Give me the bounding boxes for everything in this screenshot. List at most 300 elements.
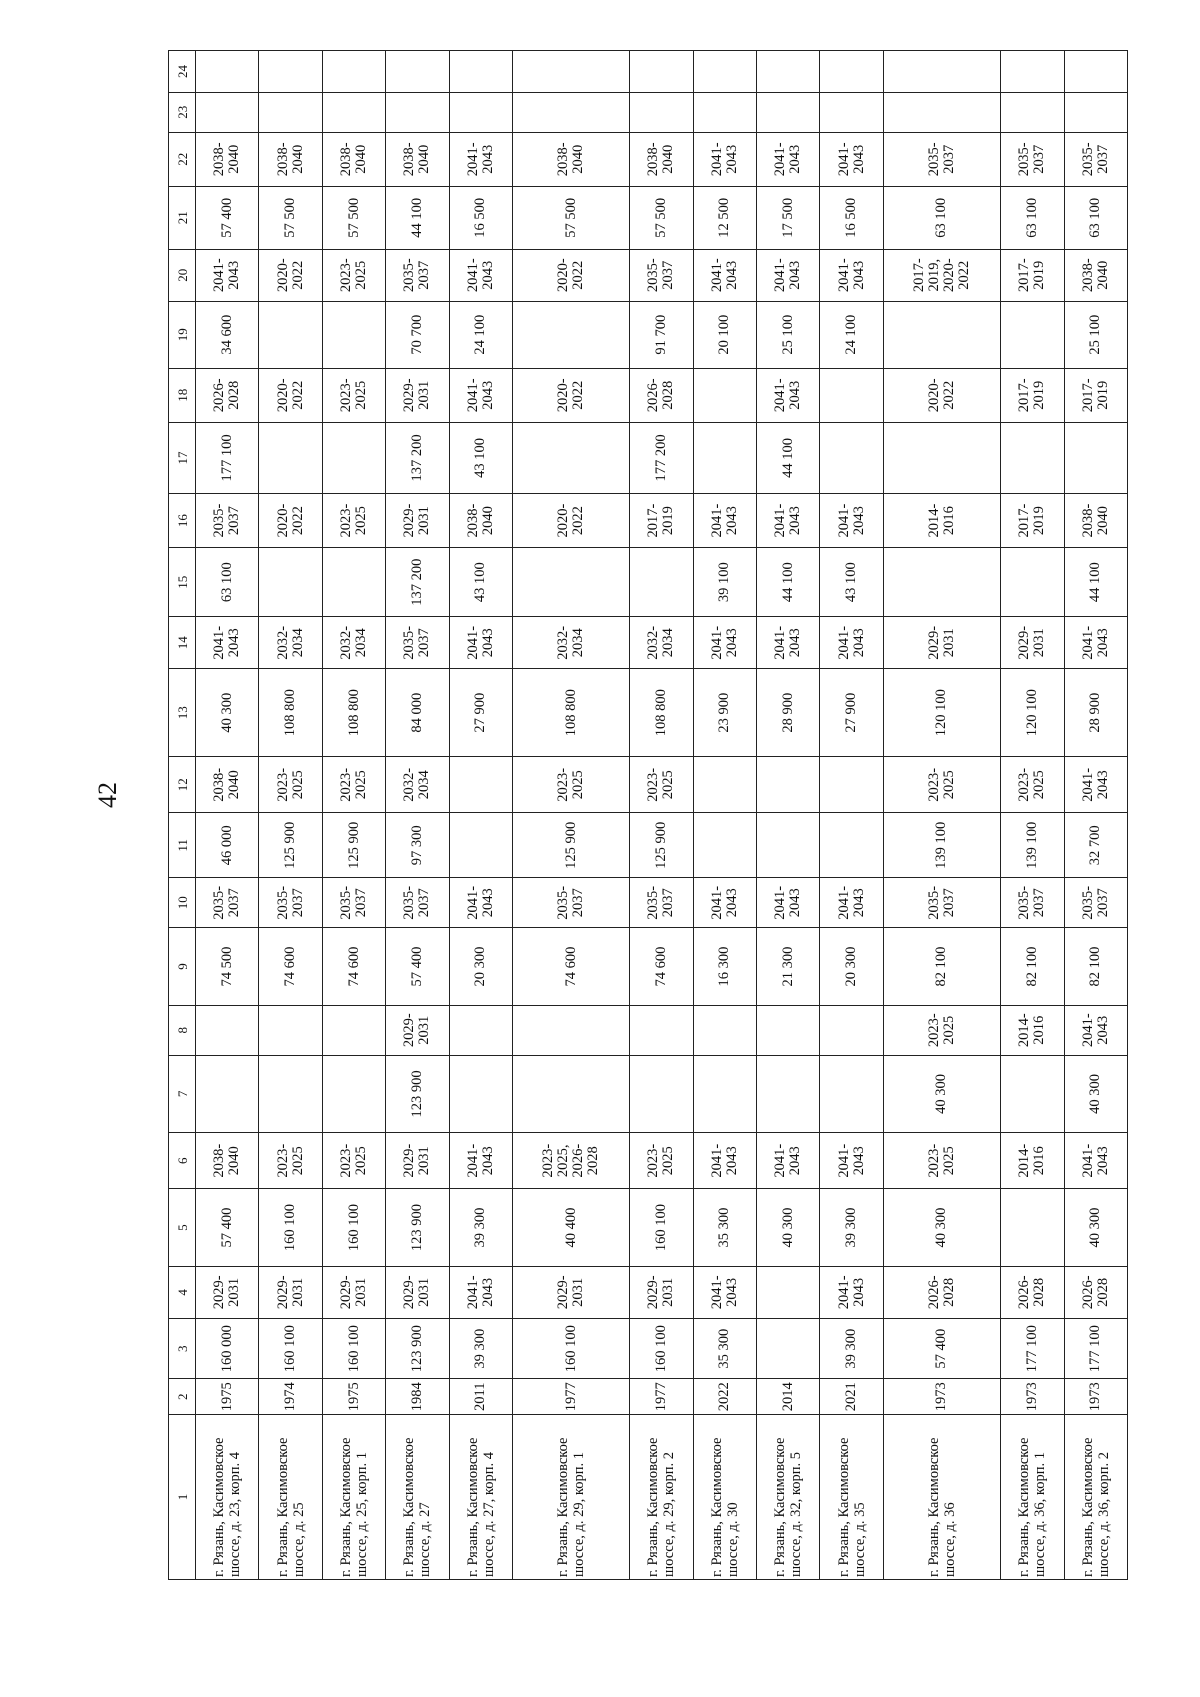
table-cell: 2035-2037: [883, 878, 1000, 928]
table-cell: [386, 92, 449, 132]
table-cell: 2026-2028: [196, 368, 259, 422]
table-cell: 2026-2028: [883, 1266, 1000, 1318]
table-cell: 2023-2025: [630, 757, 693, 813]
table-cell: 2026-2028: [1001, 1266, 1064, 1318]
table-cell: 2041-2043: [820, 132, 883, 186]
table-cell: [820, 813, 883, 878]
table-cell: [1001, 1055, 1064, 1132]
table-cell: [1001, 51, 1064, 93]
table-cell: 2020-2022: [259, 493, 322, 547]
table-cell: 2021: [820, 1379, 883, 1415]
table-cell: [693, 422, 756, 493]
table-cell: 97 300: [386, 813, 449, 878]
table-cell: 20 300: [449, 928, 512, 1005]
table-cell: 2029-2031: [259, 1266, 322, 1318]
column-number-8: 8: [169, 1005, 196, 1055]
column-number-5: 5: [169, 1189, 196, 1266]
table-cell: 2029-2031: [196, 1266, 259, 1318]
table-cell: 2032-2034: [386, 757, 449, 813]
table-cell: 2023-2025: [322, 368, 385, 422]
table-cell: 125 900: [259, 813, 322, 878]
column-number-10: 10: [169, 878, 196, 928]
address-cell: г. Рязань, Касимовское шоссе, д. 25: [259, 1415, 322, 1580]
table-cell: 2038-2040: [630, 132, 693, 186]
column-number-row: [169, 51, 196, 1580]
table-cell: 2041-2043: [757, 617, 820, 669]
table-cell: 57 400: [386, 928, 449, 1005]
table-cell: 2020-2022: [513, 368, 630, 422]
table-cell: 2029-2031: [630, 1266, 693, 1318]
address-cell: г. Рязань, Касимовское шоссе, д. 36, корп. 2: [1064, 1415, 1128, 1580]
table-cell: [196, 51, 259, 93]
table-cell: 57 500: [513, 186, 630, 249]
table-cell: 120 100: [883, 669, 1000, 757]
table-cell: [513, 1005, 630, 1055]
table-cell: 2029-2031: [386, 1005, 449, 1055]
table-cell: 40 300: [883, 1055, 1000, 1132]
table-cell: 2035-2037: [386, 249, 449, 301]
table-cell: 2020-2022: [513, 493, 630, 547]
table-row: [1064, 51, 1128, 1580]
table-cell: 27 900: [820, 669, 883, 757]
table-row: [196, 51, 259, 1580]
column-number-21: 21: [169, 186, 196, 249]
table-cell: [693, 92, 756, 132]
table-cell: 2017-2019: [1001, 249, 1064, 301]
table-cell: [196, 1055, 259, 1132]
table-cell: 74 600: [630, 928, 693, 1005]
table-cell: 1975: [322, 1379, 385, 1415]
table-cell: 177 100: [1064, 1318, 1128, 1379]
table-cell: 2023-2025: [883, 1005, 1000, 1055]
table-row: [820, 51, 883, 1580]
table-cell: 91 700: [630, 301, 693, 368]
table-cell: [693, 368, 756, 422]
table-cell: [883, 422, 1000, 493]
table-cell: 2020-2022: [259, 368, 322, 422]
table-cell: 160 100: [259, 1318, 322, 1379]
table-cell: 137 200: [386, 422, 449, 493]
table-cell: 2020-2022: [259, 249, 322, 301]
table-cell: 2035-2037: [322, 878, 385, 928]
table-cell: 2041-2043: [757, 493, 820, 547]
table-cell: 16 500: [449, 186, 512, 249]
table-cell: [259, 92, 322, 132]
table-row: [693, 51, 756, 1580]
table-cell: 2020-2022: [513, 249, 630, 301]
table-cell: 2035-2037: [630, 878, 693, 928]
column-number-4: 4: [169, 1266, 196, 1318]
table-cell: 2038-2040: [449, 493, 512, 547]
table-cell: 82 100: [1001, 928, 1064, 1005]
table-cell: 2011: [449, 1379, 512, 1415]
table-cell: 2035-2037: [196, 878, 259, 928]
table-cell: 44 100: [757, 422, 820, 493]
table-cell: [1001, 548, 1064, 617]
table-cell: 139 100: [883, 813, 1000, 878]
table-cell: 39 300: [449, 1189, 512, 1266]
table-cell: [449, 1055, 512, 1132]
table-cell: [322, 51, 385, 93]
table-cell: 70 700: [386, 301, 449, 368]
table-row: [513, 51, 630, 1580]
address-cell: г. Рязань, Касимовское шоссе, д. 23, корп. 4: [196, 1415, 259, 1580]
table-cell: 25 100: [757, 301, 820, 368]
table-cell: 23 900: [693, 669, 756, 757]
page-number: 42: [93, 782, 122, 808]
table-cell: 2023-2025: [259, 1133, 322, 1189]
table-cell: 2041-2043: [1064, 1005, 1128, 1055]
table-cell: [820, 368, 883, 422]
table-cell: 2041-2043: [757, 878, 820, 928]
column-number-18: 18: [169, 368, 196, 422]
table-cell: 57 500: [322, 186, 385, 249]
table-cell: 43 100: [449, 548, 512, 617]
table-cell: 2023-2025: [322, 1133, 385, 1189]
table-cell: [820, 422, 883, 493]
table-cell: 16 500: [820, 186, 883, 249]
table-cell: 39 300: [449, 1318, 512, 1379]
table-cell: 24 100: [449, 301, 512, 368]
column-number-1: 1: [169, 1415, 196, 1580]
table-cell: 35 300: [693, 1189, 756, 1266]
table-cell: [820, 51, 883, 93]
column-number-6: 6: [169, 1133, 196, 1189]
data-table: [168, 50, 1128, 1580]
table-cell: 20 100: [693, 301, 756, 368]
table-cell: 20 300: [820, 928, 883, 1005]
table-cell: 2041-2043: [196, 249, 259, 301]
table-cell: [513, 92, 630, 132]
column-number-13: 13: [169, 669, 196, 757]
table-cell: [693, 757, 756, 813]
table-cell: 125 900: [322, 813, 385, 878]
table-cell: 63 100: [196, 548, 259, 617]
table-cell: 2041-2043: [449, 249, 512, 301]
table-cell: [1064, 422, 1128, 493]
table-cell: 63 100: [883, 186, 1000, 249]
table-cell: [883, 51, 1000, 93]
table-cell: [630, 92, 693, 132]
table-cell: 2041-2043: [1064, 1133, 1128, 1189]
table-cell: 16 300: [693, 928, 756, 1005]
column-number-22: 22: [169, 132, 196, 186]
column-number-23: 23: [169, 92, 196, 132]
table-cell: 40 300: [883, 1189, 1000, 1266]
rotated-table-container: [168, 50, 1128, 1580]
table-cell: 2041-2043: [693, 132, 756, 186]
table-cell: 2041-2043: [693, 1266, 756, 1318]
table-cell: [386, 51, 449, 93]
column-number-2: 2: [169, 1379, 196, 1415]
table-cell: [322, 92, 385, 132]
table-cell: 108 800: [513, 669, 630, 757]
address-cell: г. Рязань, Касимовское шоссе, д. 27, корп. 4: [449, 1415, 512, 1580]
table-cell: [1064, 51, 1128, 93]
address-cell: г. Рязань, Касимовское шоссе, д. 35: [820, 1415, 883, 1580]
column-number-9: 9: [169, 928, 196, 1005]
table-cell: 2041-2043: [820, 878, 883, 928]
column-number-14: 14: [169, 617, 196, 669]
table-cell: 2035-2037: [259, 878, 322, 928]
column-number-20: 20: [169, 249, 196, 301]
table-cell: 2014-2016: [1001, 1133, 1064, 1189]
table-cell: 160 100: [630, 1318, 693, 1379]
table-cell: 2041-2043: [820, 1266, 883, 1318]
table-cell: [513, 1055, 630, 1132]
table-cell: 2023-2025: [883, 1133, 1000, 1189]
table-cell: 1975: [196, 1379, 259, 1415]
table-cell: 1977: [513, 1379, 630, 1415]
table-cell: [630, 548, 693, 617]
table-cell: 46 000: [196, 813, 259, 878]
table-cell: [259, 301, 322, 368]
table-cell: 2035-2037: [630, 249, 693, 301]
table-cell: [883, 301, 1000, 368]
table-cell: 123 900: [386, 1318, 449, 1379]
table-cell: [322, 1005, 385, 1055]
table-row: [1001, 51, 1064, 1580]
address-cell: г. Рязань, Касимовское шоссе, д. 27: [386, 1415, 449, 1580]
table-cell: [757, 92, 820, 132]
table-cell: 28 900: [757, 669, 820, 757]
address-cell: г. Рязань, Касимовское шоссе, д. 29, корп. 2: [630, 1415, 693, 1580]
table-cell: 74 500: [196, 928, 259, 1005]
table-cell: [513, 422, 630, 493]
table-cell: [1001, 92, 1064, 132]
table-cell: [883, 92, 1000, 132]
table-cell: 17 500: [757, 186, 820, 249]
table-cell: 2041-2043: [693, 493, 756, 547]
table-cell: 2026-2028: [630, 368, 693, 422]
table-cell: 2023-2025: [513, 757, 630, 813]
table-cell: 2041-2043: [1064, 757, 1128, 813]
table-cell: 57 500: [259, 186, 322, 249]
table-cell: 2041-2043: [693, 878, 756, 928]
table-cell: 2041-2043: [449, 132, 512, 186]
table-cell: 12 500: [693, 186, 756, 249]
table-cell: [630, 1005, 693, 1055]
address-cell: г. Рязань, Касимовское шоссе, д. 36, корп. 1: [1001, 1415, 1064, 1580]
table-cell: [196, 1005, 259, 1055]
table-cell: 2032-2034: [513, 617, 630, 669]
table-cell: 57 400: [196, 1189, 259, 1266]
table-cell: 82 100: [883, 928, 1000, 1005]
table-cell: 2038-2040: [1064, 249, 1128, 301]
table-cell: 123 900: [386, 1189, 449, 1266]
table-cell: 2041-2043: [757, 1133, 820, 1189]
table-cell: 2035-2037: [1064, 132, 1128, 186]
table-cell: [883, 548, 1000, 617]
table-cell: 2023-2025: [322, 493, 385, 547]
table-cell: 2041-2043: [820, 617, 883, 669]
table-cell: 2023-2025: [630, 1133, 693, 1189]
table-cell: 63 100: [1001, 186, 1064, 249]
table-cell: [1001, 1189, 1064, 1266]
table-cell: 2038-2040: [386, 132, 449, 186]
column-number-15: 15: [169, 548, 196, 617]
table-cell: [513, 51, 630, 93]
table-cell: 74 600: [259, 928, 322, 1005]
table-cell: [196, 92, 259, 132]
table-cell: [322, 548, 385, 617]
table-cell: 27 900: [449, 669, 512, 757]
table-cell: [820, 1005, 883, 1055]
table-cell: 2035-2037: [513, 878, 630, 928]
table-cell: [449, 813, 512, 878]
table-cell: 2029-2031: [1001, 617, 1064, 669]
table-cell: 160 000: [196, 1318, 259, 1379]
table-cell: 25 100: [1064, 301, 1128, 368]
table-cell: [513, 548, 630, 617]
table-cell: 1977: [630, 1379, 693, 1415]
table-cell: [630, 51, 693, 93]
table-cell: 2029-2031: [386, 368, 449, 422]
table-cell: 24 100: [820, 301, 883, 368]
table-cell: 2017-2019: [1001, 493, 1064, 547]
table-cell: [820, 1055, 883, 1132]
table-cell: 2029-2031: [386, 1133, 449, 1189]
table-cell: 34 600: [196, 301, 259, 368]
table-cell: 82 100: [1064, 928, 1128, 1005]
table-cell: 44 100: [386, 186, 449, 249]
table-cell: 2023-2025: [322, 249, 385, 301]
table-cell: 2017-2019, 2020-2022: [883, 249, 1000, 301]
table-cell: 123 900: [386, 1055, 449, 1132]
table-cell: 2041-2043: [449, 878, 512, 928]
table-cell: 108 800: [322, 669, 385, 757]
table-cell: 2041-2043: [693, 1133, 756, 1189]
table-cell: [259, 422, 322, 493]
table-cell: 137 200: [386, 548, 449, 617]
table-cell: [757, 813, 820, 878]
table-cell: 177 200: [630, 422, 693, 493]
table-cell: [1001, 422, 1064, 493]
table-cell: 2029-2031: [386, 1266, 449, 1318]
address-cell: г. Рязань, Касимовское шоссе, д. 36: [883, 1415, 1000, 1580]
table-cell: 2041-2043: [693, 249, 756, 301]
table-cell: 1974: [259, 1379, 322, 1415]
table-cell: 177 100: [196, 422, 259, 493]
column-number-11: 11: [169, 813, 196, 878]
table-cell: [449, 51, 512, 93]
table-cell: 2041-2043: [693, 617, 756, 669]
table-cell: 74 600: [513, 928, 630, 1005]
table-cell: 35 300: [693, 1318, 756, 1379]
table-cell: 2038-2040: [196, 1133, 259, 1189]
table-row: [630, 51, 693, 1580]
table-cell: 2035-2037: [1001, 878, 1064, 928]
table-cell: [322, 1055, 385, 1132]
table-cell: 32 700: [1064, 813, 1128, 878]
table-cell: 2023-2025: [259, 757, 322, 813]
table-cell: 108 800: [630, 669, 693, 757]
table-cell: 43 100: [820, 548, 883, 617]
table-cell: 84 000: [386, 669, 449, 757]
table-cell: 108 800: [259, 669, 322, 757]
column-number-24: 24: [169, 51, 196, 93]
table-body: [196, 51, 1128, 1580]
table-cell: 2032-2034: [630, 617, 693, 669]
table-cell: 44 100: [1064, 548, 1128, 617]
table-cell: 2041-2043: [1064, 617, 1128, 669]
table-cell: 2041-2043: [757, 368, 820, 422]
table-cell: 40 300: [757, 1189, 820, 1266]
table-cell: [693, 1055, 756, 1132]
table-cell: [259, 1055, 322, 1132]
table-cell: 39 300: [820, 1318, 883, 1379]
address-cell: г. Рязань, Касимовское шоссе, д. 25, корп. 1: [322, 1415, 385, 1580]
table-cell: 1984: [386, 1379, 449, 1415]
table-cell: 125 900: [513, 813, 630, 878]
table-cell: 40 400: [513, 1189, 630, 1266]
column-number-16: 16: [169, 493, 196, 547]
table-row: [757, 51, 820, 1580]
column-number-7: 7: [169, 1055, 196, 1132]
table-cell: [513, 301, 630, 368]
table-cell: 2041-2043: [820, 249, 883, 301]
table-cell: 1973: [1064, 1379, 1128, 1415]
column-number-12: 12: [169, 757, 196, 813]
table-cell: 2041-2043: [449, 368, 512, 422]
address-cell: г. Рязань, Касимовское шоссе, д. 29, корп. 1: [513, 1415, 630, 1580]
table-cell: 2032-2034: [322, 617, 385, 669]
table-cell: 2041-2043: [757, 132, 820, 186]
table-cell: 2014-2016: [883, 493, 1000, 547]
table-cell: 2035-2037: [386, 878, 449, 928]
table-cell: 2023-2025: [1001, 757, 1064, 813]
table-cell: 2038-2040: [322, 132, 385, 186]
table-cell: 2020-2022: [883, 368, 1000, 422]
table-cell: 40 300: [1064, 1189, 1128, 1266]
table-cell: [322, 301, 385, 368]
table-cell: [693, 1005, 756, 1055]
table-cell: 2014: [757, 1379, 820, 1415]
table-cell: 2041-2043: [449, 1133, 512, 1189]
table-cell: [757, 1266, 820, 1318]
table-cell: 1973: [1001, 1379, 1064, 1415]
table-cell: 39 100: [693, 548, 756, 617]
table-cell: 21 300: [757, 928, 820, 1005]
table-cell: 2029-2031: [322, 1266, 385, 1318]
table-cell: 2029-2031: [883, 617, 1000, 669]
table-cell: [820, 92, 883, 132]
table-cell: [259, 51, 322, 93]
address-cell: г. Рязань, Касимовское шоссе, д. 30: [693, 1415, 756, 1580]
table-cell: 2041-2043: [757, 249, 820, 301]
table-cell: [757, 757, 820, 813]
table-cell: 39 300: [820, 1189, 883, 1266]
table-cell: 160 100: [259, 1189, 322, 1266]
table-cell: [259, 1005, 322, 1055]
table-cell: 2017-2019: [1001, 368, 1064, 422]
table-cell: 57 400: [883, 1318, 1000, 1379]
table-cell: 57 400: [196, 186, 259, 249]
table-cell: 2041-2043: [820, 493, 883, 547]
column-number-17: 17: [169, 422, 196, 493]
table-cell: [757, 1055, 820, 1132]
table-cell: [322, 422, 385, 493]
table-cell: 2038-2040: [259, 132, 322, 186]
table-cell: [1001, 301, 1064, 368]
table-cell: 2041-2043: [196, 617, 259, 669]
table-cell: [1064, 92, 1128, 132]
table-row: [386, 51, 449, 1580]
table-cell: [449, 92, 512, 132]
table-cell: 2022: [693, 1379, 756, 1415]
table-cell: 160 100: [513, 1318, 630, 1379]
table-cell: 2035-2037: [1001, 132, 1064, 186]
